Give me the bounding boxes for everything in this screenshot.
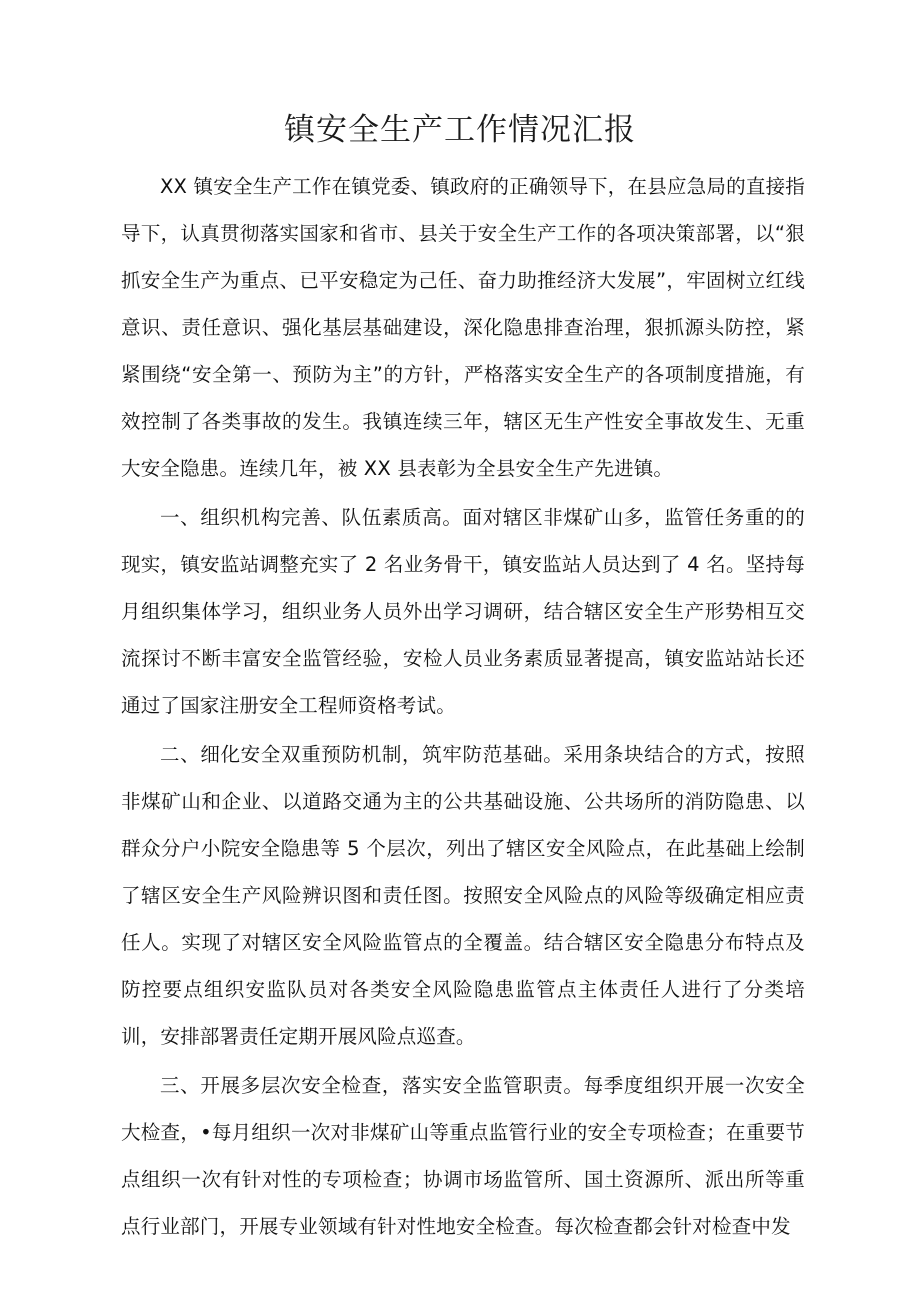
paragraph-section-1: 一、组织机构完善、队伍素质高。面对辖区非煤矿山多，监管任务重的的现实，镇安监站调整充实了 2 名业务骨干，镇安监站人员达到了 4 名。坚持每月组织集体学习，组织业务人员外出学习调研，结合辖区安全生产形势相互交流探讨不断丰富安全监管经验，安检人员业务素质显著提高，镇安监站站长还通过了国家注册安全工程师资格考试。: [121, 506, 805, 717]
document-body: [121, 163, 805, 1250]
document-title: 镇安全生产工作情况汇报: [284, 112, 636, 148]
paragraph-section-2: 二、细化安全双重预防机制，筑牢防范基础。采用条块结合的方式，按照非煤矿山和企业、以道路交通为主的公共基础设施、公共场所的消防隐患、以群众分户小院安全隐患等 5 个层次，列出了辖区安全风险点，在此基础上绘制了辖区安全生产风险辨识图和责任图。按照安全风险点的风险等级确定相应责任人。实现了对辖区安全风险监管点的全覆盖。结合辖区安全隐患分布特点及防控要点组织安监队员对各类安全风险隐患监管点主体责任人进行了分类培训，安排部署责任定期开展风险点巡查。: [121, 743, 805, 1048]
paragraph-intro: XX 镇安全生产工作在镇党委、镇政府的正确领导下，在县应急局的直接指导下，认真贯彻落实国家和省市、县关于安全生产工作的各项决策部署，以“狠抓安全生产为重点、已平安稳定为己任、奋力助推经济大发展”，牢固树立红线意识、责任意识、强化基层基础建设，深化隐患排查治理，狠抓源头防控，紧紧围绕“安全第一、预防为主”的方针，严格落实安全生产的各项制度措施，有效控制了各类事故的发生。我镇连续三年，辖区无生产性安全事故发生、无重大安全隐患。连续几年，被 XX 县表彰为全县安全生产先进镇。: [121, 175, 805, 480]
paragraph-section-3: 三、开展多层次安全检查，落实安全监管职责。每季度组织开展一次安全大检查，•每月组织一次对非煤矿山等重点监管行业的安全专项检查；在重要节点组织一次有针对性的专项检查；协调市场监管所、国土资源所、派出所等重点行业部门，开展专业领域有针对性地安全检查。每次检查都会针对检查中发: [121, 1074, 805, 1238]
